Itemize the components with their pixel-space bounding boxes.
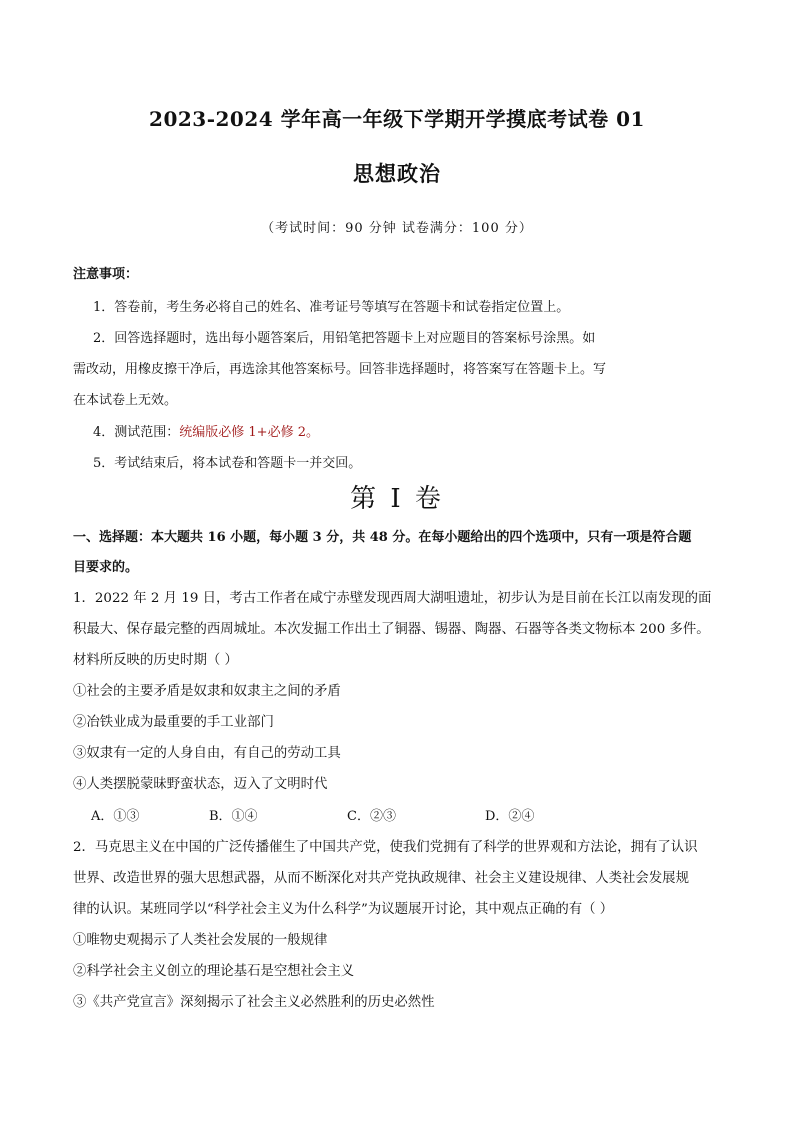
notice-item-1: 1．答卷前，考生务必将自己的姓名、准考证号等填写在答题卡和试卷指定位置上。 <box>93 300 570 315</box>
question-1-option-b: B．①④ <box>209 809 258 824</box>
question-1-option-a: A．①③ <box>91 809 140 824</box>
question-1-statement-2: ②冶铁业成为最重要的手工业部门 <box>73 715 274 730</box>
question-1-statement-4: ④人类摆脱蒙昧野蛮状态，迈入了文明时代 <box>73 777 328 792</box>
question-1-statement-3: ③奴隶有一定的人身自由，有自己的劳动工具 <box>73 746 341 761</box>
exam-info: （考试时间：90 分钟 试卷满分：100 分） <box>261 221 533 236</box>
question-2-statement-1: ①唯物史观揭示了人类社会发展的一般规律 <box>73 933 328 948</box>
notice-item-4-prefix: 4．测试范围： <box>93 425 180 440</box>
question-1-statement-1: ①社会的主要矛盾是奴隶和奴隶主之间的矛盾 <box>73 684 341 699</box>
notice-item-2-line-3: 在本试卷上无效。 <box>73 393 178 408</box>
test-range: 统编版必修 1+必修 2。 <box>179 425 319 440</box>
question-1-line-3: 材料所反映的历史时期（ ） <box>73 653 238 668</box>
part-heading: 第 I 卷 <box>350 484 444 514</box>
section-1-instruction-line-2: 目要求的。 <box>73 560 139 575</box>
section-1-instruction-line-1: 一、选择题：本大题共 16 小题，每小题 3 分，共 48 分。在每小题给出的四个选项中，只有一项是符合题 <box>73 530 692 545</box>
question-2-line-3: 律的认识。某班同学以“科学社会主义为什么科学”为议题展开讨论，其中观点正确的有（ ） <box>73 902 614 917</box>
notice-heading: 注意事项： <box>73 267 139 282</box>
question-2-statement-2: ②科学社会主义创立的理论基石是空想社会主义 <box>73 964 355 979</box>
notice-item-5: 5．考试结束后，将本试卷和答题卡一并交回。 <box>93 456 362 471</box>
notice-item-4 <box>93 421 319 440</box>
subject-title: 思想政治 <box>353 161 441 186</box>
exam-title: 2023-2024 学年高一年级下学期开学摸底考试卷 01 <box>149 107 645 131</box>
question-2-statement-3: ③《共产党宣言》深刻揭示了社会主义必然胜利的历史必然性 <box>73 995 435 1010</box>
question-1-line-1: 1．2022 年 2 月 19 日，考古工作者在咸宁赤壁发现西周大湖咀遗址，初步认为是目前在长江以南发现的面 <box>73 591 712 606</box>
notice-item-2-line-2: 需改动，用橡皮擦干净后，再选涂其他答案标号。回答非选择题时，将答案写在答题卡上。写 <box>73 362 607 377</box>
notice-item-2-line-1: 2．回答选择题时，选出每小题答案后，用铅笔把答题卡上对应题目的答案标号涂黑。如 <box>93 331 596 346</box>
question-1-option-d: D．②④ <box>485 809 535 824</box>
question-1-option-c: C．②③ <box>347 809 396 824</box>
question-2-line-2: 世界、改造世界的强大思想武器，从而不断深化对共产党执政规律、社会主义建设规律、人类社会发展规 <box>73 871 689 886</box>
question-2-line-1: 2．马克思主义在中国的广泛传播催生了中国共产党，使我们党拥有了科学的世界观和方法论，拥有了认识 <box>73 840 698 855</box>
question-1-line-2: 积最大、保存最完整的西周城址。本次发掘工作出土了铜器、锡器、陶器、石器等各类文物标本 200 多件。 <box>73 622 710 637</box>
